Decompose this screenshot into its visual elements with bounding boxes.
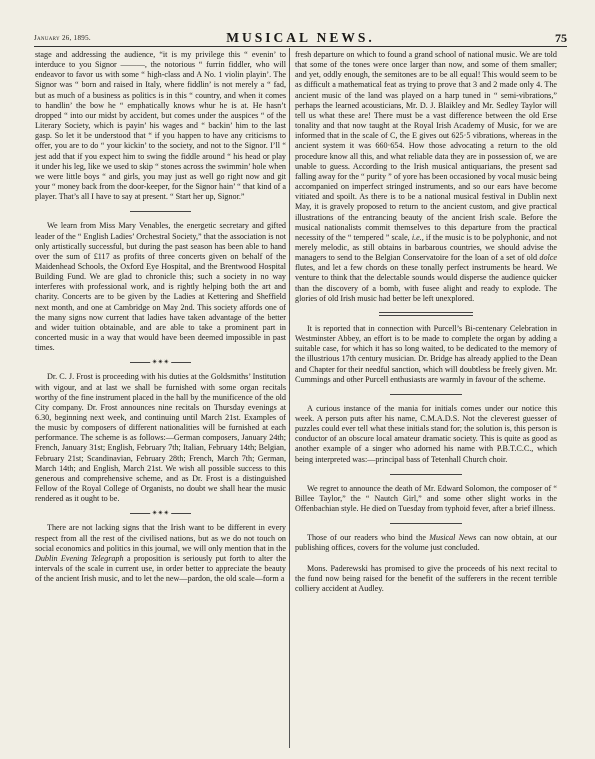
section-divider [35,359,286,366]
section-divider [295,391,557,398]
article-paderewski: Mons. Paderewski has promised to give the proceeds of his next recital to the fund now being raised for the benefit of the sufferers in the recent terrible colliery accident at Audley. [295,563,557,593]
section-divider [295,471,557,478]
ornament: ✴✴✴ [151,509,170,518]
page-number: 75 [555,31,567,45]
left-column [35,50,286,584]
article-irish-scale-continued: fresh departure on which to found a grand school of national music. We are told that some of the tones were once larger than now, and some of them smaller; and yet, oddly enough, the semitones are to be all equal! This would seem to be as difficult a mathematical feat as trying to prove that 3 and 2 made only 4. The ancient music of the land was played on a harp tuned in “ semi-vibrations,” perhaps the learned acousticians, Mr. D. J. Blaikley and Mr. Sedley Taylor will tell us what these are! There must be a vast difference between the old Erse tonality and that now taught at the Royal Irish Academy of Music, for we are informed that in the scale of C, the E gives out 625·5 vibrations, whereas in the ancient system it was 660·654. How those advocating a return to the old procedure know all this, and what reliable data they are in possession of, we are unable to guess. According to the Irish musical antiquarians, the present sad falling away for the “ purity ” of yore has been occasioned by vocal music being accompanied on imperfect stringed instruments, and so our ears have become vitiated and spoilt. As there is to be a national musical festival in Dublin next May, it is gravely proposed to return to the ancient custom, and give practical illustrations of the entrancing beauty of the ancient Irish scale. Before the musical nationalists commit themselves to this departure from the practical necessity of the “ tempered ” scale, i.e., if the music is to be polyphonic, and not merely melodic, as still obtains in barbarous countries, we should advise the managers to send to the Belgian Conservatoire for the loan of a set of old dolce flutes, and let a few chords on these tonally perfect instruments be heard. We venture to think that the delectable sounds would disperse the audience quicker than the discovery of a bomb, with fusee alight and ready to explode. The glories of old Irish music had better be left unexplored. [295,50,557,303]
page-header [34,8,567,45]
article-frost-recitals: Dr. C. J. Frost is proceeding with his duties at the Goldsmiths’ Institution with vigour, and at last we shall be furnished with some organ recitals worthy of the fine instrument placed in the hall by the munificence of the old City company. Dr. Frost announces nine recitals on Thursday evenings at 6.30, beginning next week, and continuing until March 21st. Examples of the music by composers of different nationalities will be furnished at each performance. The scheme is as follows:—German composers, January 24th; French, January 31st; English, February 7th; Italian, February 14th; Belgian, February 21st; Scandinavian, February 28th; French, March 7th; German, March 14th; and English, March 21st. We wish all possible success to this generous and comprehensive scheme, and as Dr. Frost is a distinguished Fellow of the Royal College of Organists, no doubt we shall hear the music rendered as it ought to be. [35,372,286,504]
publication-name: Musical News [429,533,477,543]
right-column [295,50,557,594]
header-rule [34,46,567,47]
newspaper-title: Dublin Evening Telegraph [35,553,124,563]
article-solomon: We regret to announce the death of Mr. Edward Solomon, the composer of “ Billee Taylor,” the “ Nautch Girl,” and some other slight works in the Offenbachian style. He died on Tuesday from typhoid fever, after a brief illness. [295,483,557,514]
column-rule [289,48,290,748]
section-divider [295,520,557,527]
section-divider [35,510,286,517]
issue-date: January 26, 1895. [34,34,91,42]
quote-continuation: stage and addressing the audience, “it is my privilege this “ evenin’ to interduce to you Signor ———, the notorious “ furrin fiddler, who will endeavor to favor us with some “ high-class and A No. 1 violin playin’. The Signor was “ born and raised in Italy, where fiddlin’ is not merely a “ fad, but as much of a business as politics is in this “ country, and when it comes to handlin’ the bow he “ emphatically knows whur he is at. He hasn’t dropped “ into our midst by accident, but comes under the auspices “ of the Literary Society, which is payin’ his wages and “ backin’ him to the last gasp. So let it be understood that “ if you happen to have any criticisms to offer, you are to do “ your kickin’ to the society, and not to the Signor. I’ll “ jest add that if you expect him to swing the fiddle around “ his head or play it under his leg, like we used to skip “ stones across the swimmin’ hole when we were little boys “ and girls, you may just as well go right now and git your “ money back from the door-keeper, for the Signor hain’ “ that kind of a player. That’s all I have to say at present. “ Start her up, Signor.” [35,50,286,202]
article-initials: A curious instance of the mania for initials comes under our notice this week. A person puts after his name, C.M.A.D.S. Not the cleverest guesser of puzzles could ever tell what these initials stand for; the solution is, this person is conductor of an obscure local amateur dramatic society. This is quite as good as another example of a singer who adorned his name with P.B.T.C.C., which being interpreted was:—principal bass of Tetenhall Church choir. [295,403,557,464]
article-purcell: It is reported that in connection with Purcell’s Bi-centenary Celebration in Westminster Abbey, an effort is to be made to complete the organ by adding a suitable case, for which it has so long waited, to be dedicated to the memory of the illustrious 17th century musician. Dr. Bridge has already applied to the Dean and Chapter for their needful sanction, which will doubtless be freely given. Mr. Cummings and other Purcell enthusiasts are warmly in favour of the scheme. [295,323,558,384]
article-covers: Those of our readers who bind the Musical News can now obtain, at our publishing offices, covers for the volume just concluded. [295,533,557,553]
section-divider [295,311,557,317]
article-irish-scale: There are not lacking signs that the Irish want to be different in every respect from all the rest of the civilised nations, but as we do not touch on social economics and politics in this journal, we will only mention that in the Dublin Evening Telegraph a proposition is seriously put forth to alter the intervals of the scale in current use, in order better to appreciate the beauty of the ancient Irish music, and to let the new—pardon, the old scale—form a [35,523,287,584]
section-divider [35,208,286,215]
ornament: ✴✴✴ [151,358,170,367]
spacer [295,554,557,564]
publication-title: MUSICAL NEWS. [226,30,375,45]
article-ladies-orchestral: We learn from Miss Mary Venables, the energetic secretary and gifted leader of the “ English Ladies’ Orchestral Society,” that the association is not only artistically successful, but during the past season has been able to hand over the sum of £117 as profits of three concerts given on behalf of the Maidenhead Schools, the Oxford Eye Hospital, and the Brentwood Hospital Building Fund. We are glad to chronicle this; such a society in no way interferes with professional work, and is rightly helping both the art and charity. Concerts are to be given by the Ladies at Kettering and Sheffield next month, and one at Cambridge on May 2nd. This society affords one of the many signs now current that ladies have taken advantage of the better and wider tuition obtainable, and are able to take a prominent part in concerted music in a way that would have been deemed impossible in past times. [35,221,286,353]
